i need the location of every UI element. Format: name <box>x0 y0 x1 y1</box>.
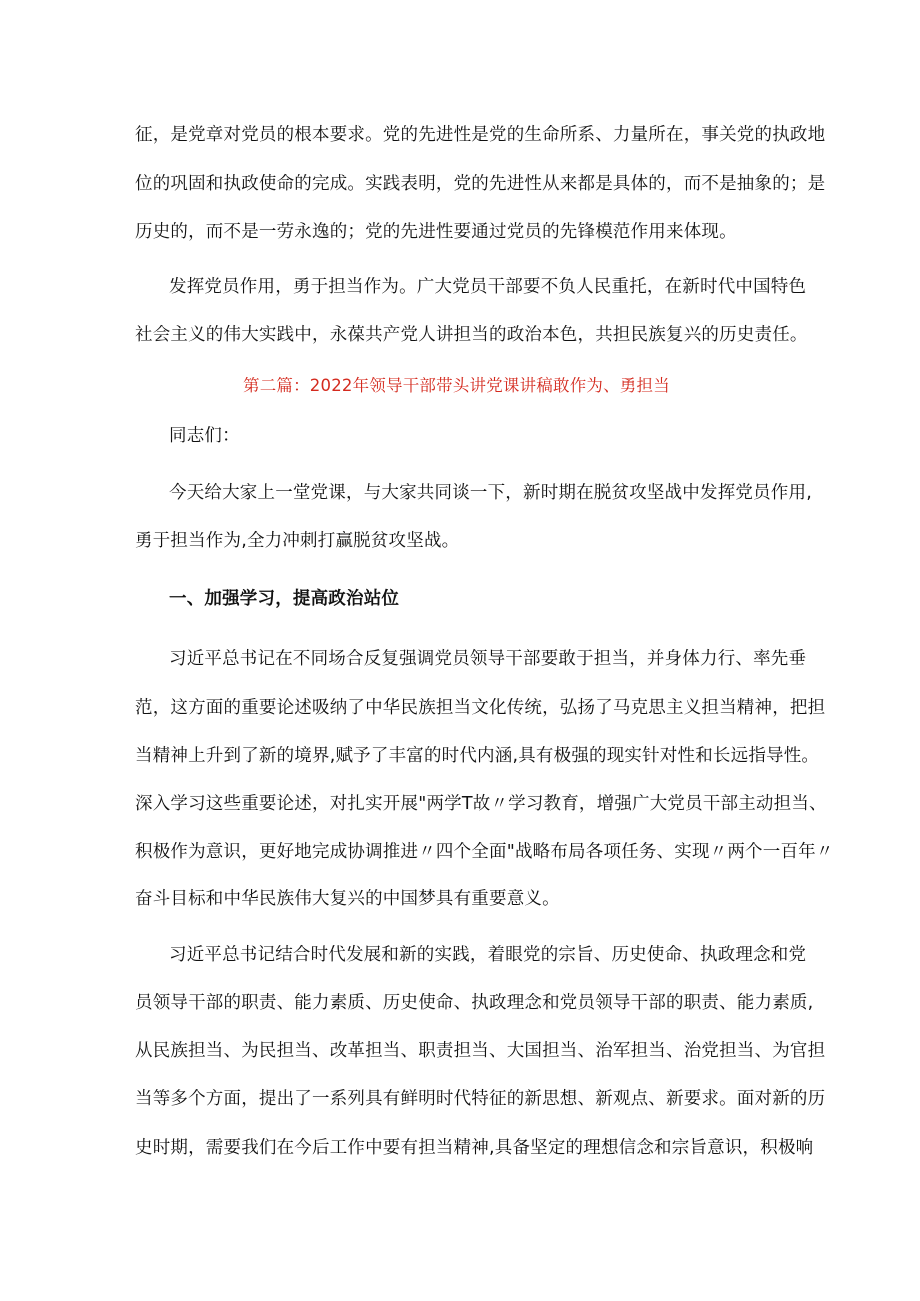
salutation: 同志们： <box>169 426 240 446</box>
paragraph-line: 今天给大家上一堂党课，与大家共同谈一下，新时期在脱贫攻坚战中发挥党员作用, <box>169 483 812 503</box>
paragraph-line: 深入学习这些重要论述，对扎实开展"两学T故〃学习教育，增强广大党员干部主动担当、 <box>135 794 827 814</box>
paragraph-line: 历史的，而不是一劳永逸的；党的先进性要通过党员的先锋模范作用来体现。 <box>135 222 737 242</box>
paragraph-line: 当等多个方面，提出了一系列具有鲜明时代特征的新思想、新观点、新要求。面对新的历 <box>135 1089 826 1109</box>
paragraph-line: 奋斗目标和中华民族伟大复兴的中国梦具有重要意义。 <box>135 889 560 909</box>
paragraph-line: 征，是党章对党员的根本要求。党的先进性是党的生命所系、力量所在，事关党的执政地 <box>135 125 826 145</box>
paragraph-line: 从民族担当、为民担当、改革担当、职责担当、大国担当、治军担当、治党担当、为官担 <box>135 1041 826 1061</box>
paragraph-line: 积极作为意识，更好地完成协调推进〃四个全面"战略布局各项任务、实现〃两个一百年〃 <box>135 842 834 862</box>
paragraph-line: 当精神上升到了新的境界,赋予了丰富的时代内涵,具有极强的现实针对性和长远指导性。 <box>135 746 820 766</box>
section-heading: 一、加强学习，提高政治站位 <box>169 589 400 609</box>
paragraph-line: 习近平总书记在不同场合反复强调党员领导干部要敢于担当，并身体力行、率先垂 <box>169 649 807 669</box>
paragraph-line: 史时期，需要我们在今后工作中要有担当精神,具备坚定的理想信念和宗旨意识，积极响 <box>135 1138 814 1158</box>
paragraph-line: 社会主义的伟大实践中，永葆共产党人讲担当的政治本色，共担民族复兴的历史责任。 <box>135 325 808 345</box>
paragraph-line: 勇于担当作为,全力冲刺打赢脱贫攻坚战。 <box>135 531 460 551</box>
paragraph-line: 范，这方面的重要论述吸纳了中华民族担当文化传统，弘扬了马克思主义担当精神，把担 <box>135 698 826 718</box>
paragraph-line: 习近平总书记结合时代发展和新的实践，着眼党的宗旨、历史使命、执政理念和党 <box>169 945 807 965</box>
section-title: 第二篇：2022年领导干部带头讲党课讲稿敢作为、勇担当 <box>243 376 670 395</box>
paragraph-line: 员领导干部的职责、能力素质、历史使命、执政理念和党员领导干部的职责、能力素质, <box>135 993 814 1013</box>
paragraph-line: 发挥党员作用，勇于担当作为。广大党员干部要不负人民重托，在新时代中国特色 <box>169 277 807 297</box>
paragraph-line: 位的巩固和执政使命的完成。实践表明，党的先进性从来都是具体的，而不是抽象的；是 <box>135 174 826 194</box>
